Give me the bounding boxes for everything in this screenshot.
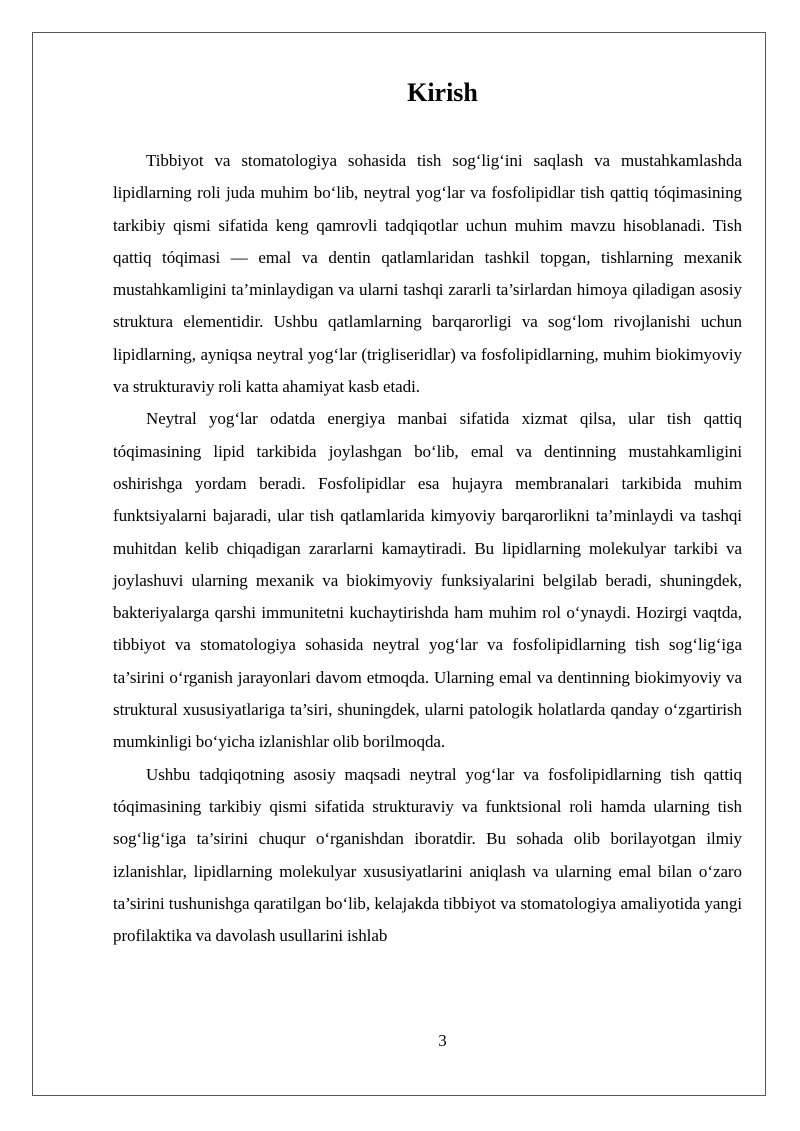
paragraph-3: Ushbu tadqiqotning asosiy maqsadi neytral yog‘lar va fosfolipidlarning tish qattiq tóqimasining tarkibiy qismi sifatida strukturaviy va funktsional roli hamda ularning tish sog‘lig‘iga ta’sirini chuqur o‘rganishdan iboratdir. Bu sohada olib borilayotgan ilmiy izlanishlar, lipidlarning molekulyar xususiyatlarini aniqlash va ularning emal bilan o‘zaro ta’sirini tushunishga qaratilgan bo‘lib, kelajakda tibbiyot va stomatologiya amaliyotida yangi profilaktika va davolash usullarini ishlab	[113, 764, 742, 946]
paragraph-1: Tibbiyot va stomatologiya sohasida tish sog‘lig‘ini saqlash va mustahkamlashda lipidlarning roli juda muhim bo‘lib, neytral yog‘lar va fosfolipidlar tish qattiq tóqimasining tarkibiy qismi sifatida keng qamrovli tadqiqotlar uchun muhim mavzu hisoblanadi. Tish qattiq tóqimasi — emal va dentin qatlamlaridan tashkil topgan, tishlarning mexanik mustahkamligini ta’minlaydigan va ularni tashqi zararli ta’sirlardan himoya qiladigan asosiy struktura elementidir. Ushbu qatlamlarning barqarorligi va sog‘lom rivojlanishi uchun lipidlarning, ayniqsa neytral yog‘lar (trigliseridlar) va fosfolipidlarning, muhim biokimyoviy va strukturaviy roli katta ahamiyat kasb etadi.	[113, 151, 742, 397]
page-number: 3	[438, 1031, 447, 1050]
document-body	[113, 145, 742, 952]
paragraph-2: Neytral yog‘lar odatda energiya manbai sifatida xizmat qilsa, ular tish qattiq tóqimasining lipid tarkibida joylashgan bo‘lib, emal va dentinning mustahkamligini oshirishga yordam beradi. Fosfolipidlar esa hujayra membranalari tarkibida muhim funktsiyalarni bajaradi, ular tish qatlamlarida kimyoviy barqarorlikni ta’minlaydi va tashqi muhitdan kelib chiqadigan zararlarni kamaytiradi. Bu lipidlarning molekulyar tarkibi va joylashuvi ularning mexanik va biokimyoviy funksiyalarini belgilab beradi, shuningdek, bakteriyalarga qarshi immunitetni kuchaytirishda ham muhim rol o‘ynaydi. Hozirgi vaqtda, tibbiyot va stomatologiya sohasida neytral yog‘lar va fosfolipidlarning tish sog‘lig‘iga ta’sirini o‘rganish jarayonlari davom etmoqda. Ularning emal va dentinning biokimyoviy va struktural xususiyatlariga ta’siri, shuningdek, ularni patologik holatlarda qanday o‘zgartirish mumkinligi bo‘yicha izlanishlar olib borilmoqda.	[113, 409, 742, 752]
page-title: Kirish	[407, 78, 478, 107]
